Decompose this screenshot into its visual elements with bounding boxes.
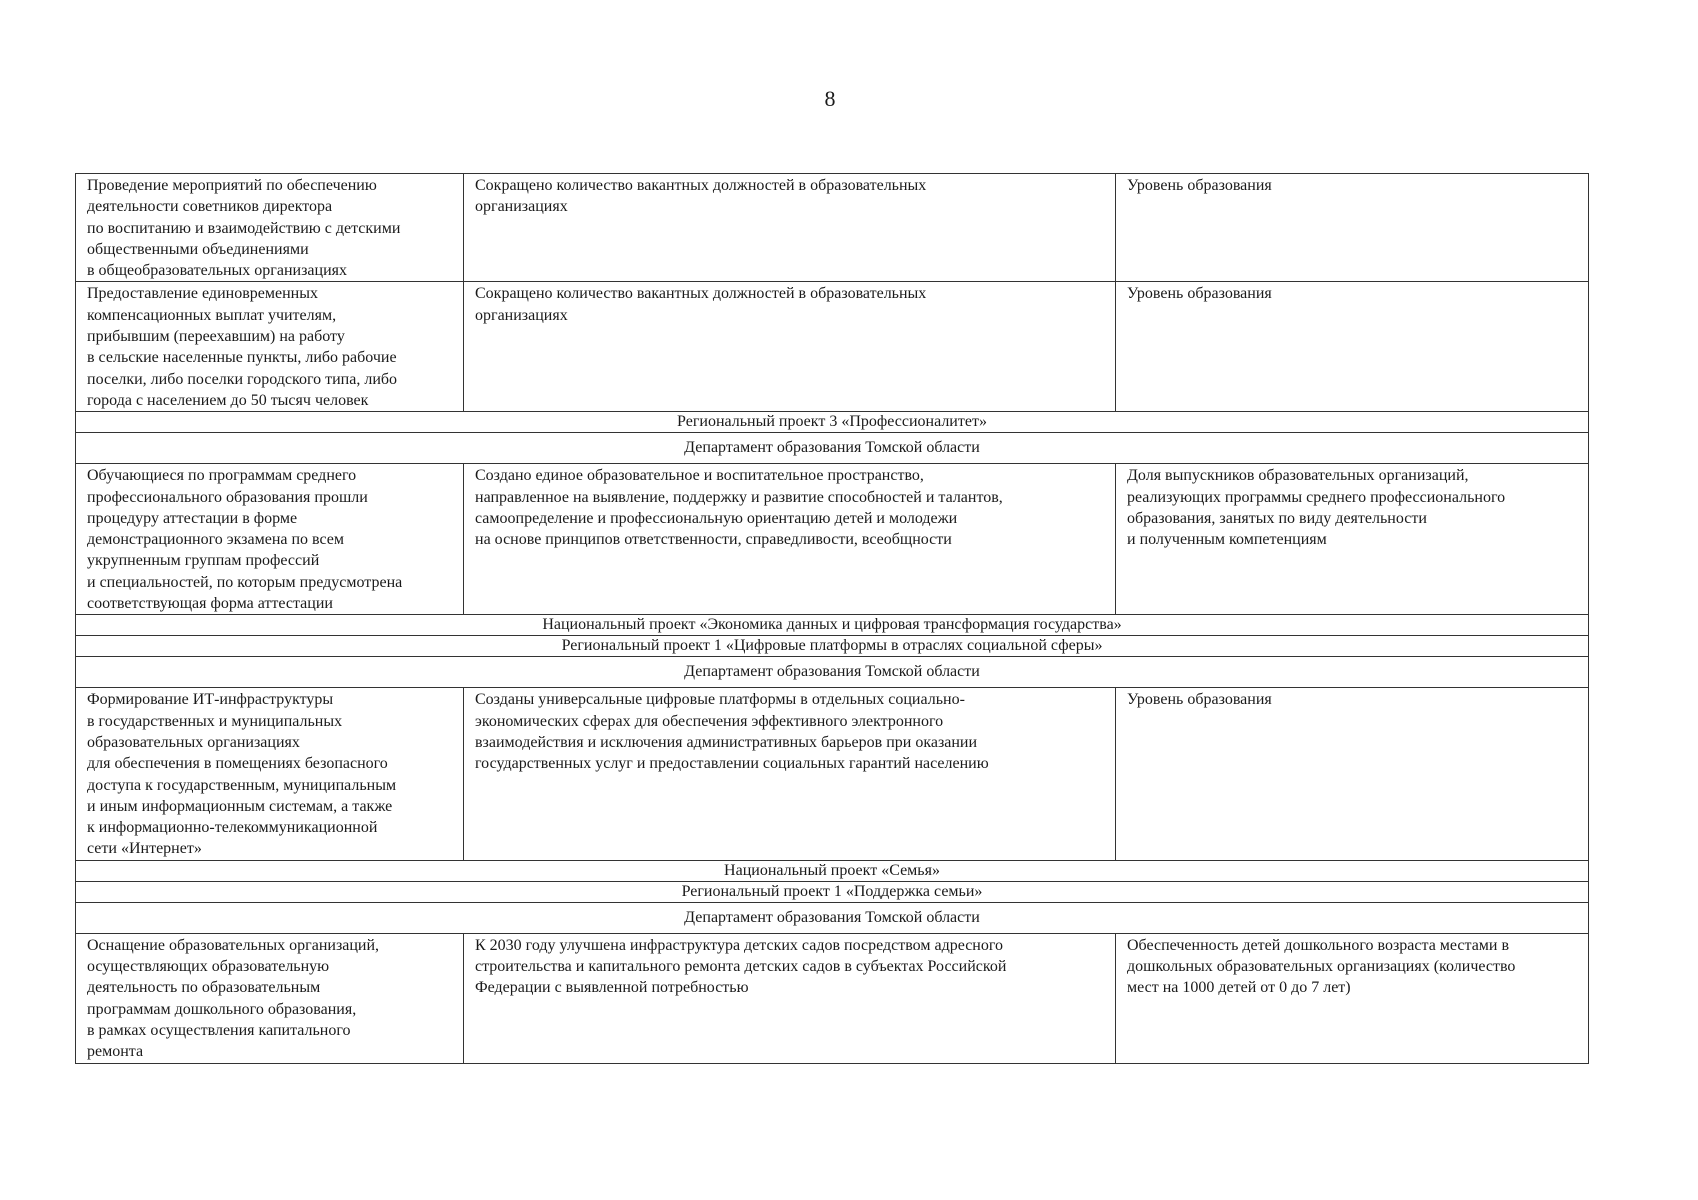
section-row (76, 636, 1589, 657)
indicator-cell: Уровень образования (1116, 282, 1589, 412)
department-row (76, 433, 1589, 464)
section-row (76, 881, 1589, 902)
indicator-cell: Доля выпускников образовательных организаций, реализующих программы среднего профессионального образования, занятых по виду деятельности и полученным компетенциям (1116, 464, 1589, 615)
result-cell: Сокращено количество вакантных должностей в образовательных организациях (464, 174, 1116, 282)
activity-cell: Обучающиеся по программам среднего профессионального образования прошли процедуру аттестации в форме демонстрационного экзамена по всем укрупненным группам профессий и специальностей, по которым предусмотрена соответствующая форма аттестации (76, 464, 464, 615)
indicator-cell: Уровень образования (1116, 174, 1589, 282)
department-heading: Департамент образования Томской области (76, 657, 1589, 688)
department-heading: Департамент образования Томской области (76, 433, 1589, 464)
project-heading: Региональный проект 1 «Цифровые платформы в отраслях социальной сферы» (76, 636, 1589, 657)
table-row (76, 933, 1589, 1063)
department-row (76, 902, 1589, 933)
table-row (76, 282, 1589, 412)
activity-cell: Оснащение образовательных организаций, осуществляющих образовательную деятельность по образовательным программам дошкольного образования, в рамках осуществления капитального ремонта (76, 933, 464, 1063)
indicator-cell: Уровень образования (1116, 688, 1589, 860)
page-number: 8 (824, 86, 836, 111)
activity-cell: Проведение мероприятий по обеспечению деятельности советников директора по воспитанию и взаимодействию с детскими общественными объединениями в общеобразовательных организациях (76, 174, 464, 282)
document-table (75, 173, 1589, 1064)
activity-cell: Предоставление единовременных компенсационных выплат учителям, прибывшим (переехавшим) на работу в сельские населенные пункты, либо рабочие поселки, либо поселки городского типа, либо города с населением до 50 тысяч человек (76, 282, 464, 412)
project-heading: Региональный проект 3 «Профессионалитет» (76, 412, 1589, 433)
result-cell: Созданы универсальные цифровые платформы в отдельных социально- экономических сферах для обеспечения эффективного электронного взаимодействия и исключения административных барьеров при оказании государственных услуг и предоставлении социальных гарантий населению (464, 688, 1116, 860)
result-cell: К 2030 году улучшена инфраструктура детских садов посредством адресного строительства и капитального ремонта детских садов в субъектах Российской Федерации с выявленной потребностью (464, 933, 1116, 1063)
table-row (76, 688, 1589, 860)
indicator-cell: Обеспеченность детей дошкольного возраста местами в дошкольных образовательных организациях (количество мест на 1000 детей от 0 до 7 лет) (1116, 933, 1589, 1063)
department-row (76, 657, 1589, 688)
activity-cell: Формирование ИТ-инфраструктуры в государственных и муниципальных образовательных организациях для обеспечения в помещениях безопасного доступа к государственным, муниципальным и иным информационным системам, а также к информационно-телекоммуникационной сети «Интернет» (76, 688, 464, 860)
table-row (76, 174, 1589, 282)
section-row (76, 860, 1589, 881)
table-row (76, 464, 1589, 615)
result-cell: Создано единое образовательное и воспитательное пространство, направленное на выявление, поддержку и развитие способностей и талантов, самоопределение и профессиональную ориентацию детей и молодежи на основе принципов ответственности, справедливости, всеобщности (464, 464, 1116, 615)
project-heading: Национальный проект «Экономика данных и цифровая трансформация государства» (76, 615, 1589, 636)
department-heading: Департамент образования Томской области (76, 902, 1589, 933)
project-heading: Национальный проект «Семья» (76, 860, 1589, 881)
section-row (76, 615, 1589, 636)
project-heading: Региональный проект 1 «Поддержка семьи» (76, 881, 1589, 902)
section-row (76, 412, 1589, 433)
result-cell: Сокращено количество вакантных должностей в образовательных организациях (464, 282, 1116, 412)
